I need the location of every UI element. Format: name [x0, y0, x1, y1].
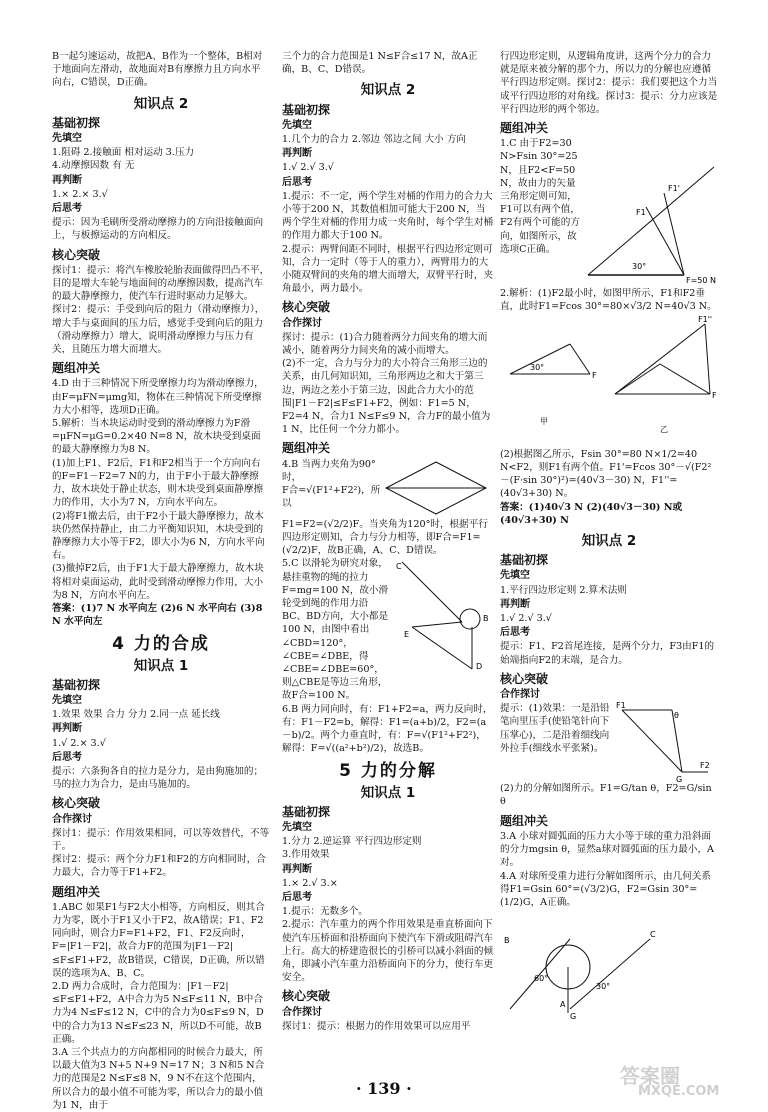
- subheading: 先填空: [52, 133, 82, 145]
- paragraph: 3.A 小球对圆弧面的压力大小等于球的重力沿斜面的分力mgsin θ，显然a球对圆弧面的压力最小，A对。: [500, 830, 714, 869]
- heading: 基础初探: [500, 553, 549, 568]
- subheading: 再判断: [52, 174, 82, 186]
- answer-line: 1.阻碍 2.接触面 相对运动 3.压力: [52, 147, 195, 159]
- answer-line: 1.分力 2.逆运算 平行四边形定则: [282, 836, 422, 848]
- watermark-logo: 答案圈: [620, 1064, 680, 1088]
- label-f-a: F: [592, 370, 597, 380]
- rhombus-diagram: [382, 458, 490, 518]
- heading: 题组冲关: [52, 361, 101, 376]
- section-title: 知识点 1: [133, 657, 189, 674]
- label-f1pp: F1'': [698, 314, 713, 324]
- force-decomposition-diagram: [500, 314, 718, 444]
- answer: 答案：(1)40√3 N (2)(40√3－30) N或(40√3+30) N: [500, 501, 683, 526]
- label-f2-c: F2: [700, 761, 710, 771]
- paragraph: 探讨1：提示：根据力的作用效果可以应用平: [282, 1020, 471, 1032]
- paragraph: F1=F2=(√2/2)F。当夹角为120°时，根据平行四边形定则知，合力与分力相等，即F合=F1=(√2/2)F，故B正确，A、C、D错误。: [282, 518, 488, 557]
- paragraph: 探讨2：提示：手受到向后的阻力（滑动摩擦力），增大手与桌面间的压力后，感觉手受到向后的阻力（滑动摩擦力）增大，说明滑动摩擦力与压力有关，且随压力增大而增大。: [52, 304, 265, 356]
- label-yi: 乙: [660, 424, 668, 434]
- answer-line: 4.动摩擦因数 有 无: [52, 160, 135, 172]
- label-60deg: 60°: [534, 974, 549, 984]
- heading: 核心突破: [52, 796, 101, 811]
- paragraph: (2)不一定，合力与分力的大小符合三角形三边的关系，由几何知识知，三角形两边之和大于第三边，两边之差小于第三边，因此合力大小的范围|F1－F2|≤F≤F1+F2，例如：F1=5 N，F2=4 N，合力1 N≤F≤9 N，合力F的最小值为1 N，比任何一个分力都小。: [282, 358, 491, 436]
- heading: 核心突破: [282, 989, 331, 1004]
- paragraph: 行四边形定则，从逻辑角度讲，这两个分力的合力就是原来被分解的那个力，所以力的分解也应遵循平行四边形定则。探讨2：提示：我们要把这个力当成平行四边形的对角线。探讨3：提示：分力应该是平行四边形的两个邻边。: [500, 51, 718, 115]
- label-f1-c: F1: [616, 702, 626, 711]
- label-jia: 甲: [540, 416, 548, 426]
- column-right: [500, 50, 718, 1023]
- paragraph: (1)加上F1、F2后，F1和F2相当于一个方向向右的F=F1－F2=7 N的力，由于F小于最大静摩擦力，故木块处于静止状态，则木块受到桌面静摩擦力的作用，大小为7 N，方向水平向左。: [52, 457, 264, 509]
- paragraph: 4.D 由于三种情况下所受摩擦力均为滑动摩擦力，由F=μFN=μmg知，物体在三种情况下所受摩擦力大小相等，选项D正确。: [52, 378, 264, 416]
- answer-line: 1.平行四边形定则 2.算术法则: [500, 584, 627, 596]
- label-f1: F1: [636, 208, 646, 218]
- heading: 基础初探: [282, 102, 331, 117]
- paragraph: 2.D 两力合成时，合力范围为：|F1－F2|≤F≤F1+F2，A中合力为5 N≤F≤11 N，B中合力为4 N≤F≤12 N，C中的合力为0≤F≤9 N，D中的合力为13 N≤F≤23 N，所以D不可能，故B正确。: [52, 981, 264, 1045]
- paragraph: 5.解析：当木块运动时受到的滑动摩擦力为F滑=μFN=μG=0.2×40 N=8 N，故木块受到桌面的最大静摩擦力为8 N。: [52, 418, 261, 456]
- paragraph: 4.A 对球所受重力进行分解如图所示，由几何关系得F1=Gsin 60°=(√3/2)G，F2=Gsin 30°=(1/2)G，A正确。: [500, 870, 712, 908]
- label-b: B: [483, 614, 489, 624]
- label-f50n: F=50 N: [686, 276, 717, 286]
- ball-incline-diagram: [500, 909, 660, 1019]
- label-a2: A: [560, 1000, 566, 1010]
- paragraph: 1.提示：不一定，两个学生对桶的作用力的合力大小等于200 N，其数值相加可能大于200 N，当两个学生对桶的作用力成一夹角时，每个学生对桶的作用力都大于100 N。: [282, 190, 494, 242]
- heading: 题组冲关: [500, 121, 549, 136]
- heading: 核心突破: [282, 300, 331, 315]
- subheading: 先填空: [282, 119, 312, 131]
- heading: 题组冲关: [500, 813, 549, 828]
- page-number: · 139 ·: [356, 1079, 412, 1098]
- chapter-title: 5 力的分解: [339, 761, 437, 782]
- answer-line: 1.√ 2.√ 3.√: [282, 162, 334, 174]
- section-title: 知识点 2: [360, 82, 416, 99]
- label-f-b: F: [712, 390, 717, 400]
- subheading: 再判断: [52, 723, 82, 735]
- column-left: [52, 50, 270, 1112]
- paragraph: 1.C 由于F2=30 N>Fsin 30°=25 N，且F2<F=50 N，故由力的矢量三角形定则可知，F1可以有两个值，F2有两个可能的方向，如图所示，故选项C正确。: [500, 138, 580, 255]
- chapter-title: 4 力的合成: [112, 634, 210, 655]
- heading: 基础初探: [282, 804, 331, 819]
- paragraph: (2)力的分解如图所示。F1=G/tan θ，F2=G/sin θ: [500, 783, 712, 808]
- paragraph: 1.提示：无数多个。: [282, 906, 368, 918]
- paragraph: 探讨：提示：(1)合力随着两分力间夹角的增大而减小，随着两分力间夹角的减小而增大。: [282, 331, 488, 357]
- heading: 题组冲关: [282, 441, 331, 456]
- paragraph: 提示：六条狗各自的拉力是分力，是由狗施加的；马的拉力为合力，是由马施加的。: [52, 765, 264, 791]
- pencil-force-diagram: [612, 702, 712, 782]
- subheading: 先填空: [52, 694, 82, 706]
- label-c: C: [396, 562, 402, 572]
- label-30deg-c: 30°: [596, 982, 611, 992]
- paragraph: 提示：F1、F2首尾连接，是两个分力，F3由F1的始端指向F2的末端，是合力。: [500, 641, 715, 666]
- label-30deg: 30°: [632, 262, 647, 272]
- label-e: E: [404, 630, 410, 640]
- watermark-url: MXQE.COM: [638, 1084, 720, 1099]
- label-g: G: [676, 775, 683, 783]
- paragraph: 5.C 以滑轮为研究对象，悬挂重物的绳的拉力F=mg=100 N，故小滑轮受到绳的作用力沿BC、BD方向，大小都是100 N，由图中看出∠CBD=120°，∠CBE=∠DBE，得∠CBE=∠DBE=60°，则△CBE是等边三角形，故F合=100 N。: [282, 558, 389, 702]
- subheading: 后思考: [500, 627, 530, 639]
- paragraph: 4.B 当两力夹角为90°时，: [282, 458, 376, 483]
- answer-line: 1.几个力的合力 2.邻边 邻边之间 大小 方向: [282, 134, 467, 146]
- paragraph: 2.提示：两臂间距不同时，根据平行四边形定则可知，合力一定时（等于人的重力），两臂用力的大小随双臂间的夹角的增大而增大，双臂平行时，夹角最小，两力最小。: [282, 243, 494, 295]
- heading: 基础初探: [52, 677, 101, 692]
- subheading: 合作探讨: [282, 317, 322, 329]
- label-b2: B: [504, 936, 510, 946]
- subheading: 后思考: [282, 891, 312, 903]
- label-g2: G: [570, 1012, 577, 1020]
- paragraph: F合=√(F1²+F2²)，所以: [282, 485, 381, 510]
- paragraph: 提示：(1)效果：一是沿铅笔向里压手(使铅笔针向下压掌心)，二是沿着细线向外拉手(细线水平张紧)。: [500, 703, 610, 754]
- subheading: 先填空: [282, 821, 312, 833]
- force-triangle-diagram: [584, 137, 718, 287]
- subheading: 先填空: [500, 570, 530, 582]
- paragraph: 探讨1：提示：作用效果相同，可以等效替代，不等于。: [52, 827, 270, 852]
- answer-line: 1.√ 2.√ 3.√: [500, 613, 552, 625]
- section-title: 知识点 1: [360, 784, 416, 801]
- heading: 核心突破: [500, 671, 549, 686]
- paragraph: (3)撤掉F2后，由于F1大于最大静摩擦力，故木块将相对桌面运动，此时受到滑动摩擦力作用，大小为8 N，方向水平向左。: [52, 563, 264, 601]
- heading: 题组冲关: [52, 884, 101, 899]
- answer-line: 3.作用效果: [282, 849, 330, 861]
- paragraph: 1.ABC 如果F1与F2大小相等，方向相反，则其合力为零，既小于F1又小于F2，故A错误；F1、F2同向时，则合力F=F1+F2，F1、F2反向时，F=|F1－F2|，故合力F的范围为|F1－F2|≤F≤F1+F2，故B错误，C错误，D正确，所以错误的选项为A、B、C。: [52, 901, 265, 979]
- paragraph: 提示：因为毛刷所受滑动摩擦力的方向沿接触面向上，与板擦运动的方向相反。: [52, 217, 264, 242]
- subheading: 再判断: [500, 598, 530, 610]
- answer-line: 1.效果 效果 合力 分力 2.同一点 延长线: [52, 709, 220, 721]
- subheading: 合作探讨: [282, 1006, 322, 1018]
- section-title: 知识点 2: [133, 95, 189, 112]
- subheading: 合作探讨: [52, 813, 92, 825]
- paragraph: 6.B 两力同向时，有：F1+F2=a，两力反向时，有：F1－F2=b，解得：F1=(a+b)/2，F2=(a－b)/2。两个力垂直时，有：F=√(F1²+F2²)，解得：F=√((a²+b²)/2)，故选B。: [282, 703, 493, 755]
- paragraph: 探讨2：提示：两个分力F1和F2的方向相同时，合力最大，合力等于F1+F2。: [52, 854, 266, 879]
- pulley-diagram: [392, 557, 492, 677]
- heading: 基础初探: [52, 115, 101, 130]
- subheading: 后思考: [52, 203, 82, 215]
- section-title: 知识点 2: [581, 533, 637, 550]
- label-d: D: [476, 662, 483, 672]
- heading: 核心突破: [52, 247, 101, 262]
- paragraph: 2.提示：汽车重力的两个作用效果是垂直桥面向下使汽车压桥面和沿桥面向下使汽车下滑或阻碍汽车上行。高大的桥建造很长的引桥可以减小斜面的倾角，即减小汽车重力沿桥面向下的分力，使行车更安全。: [282, 919, 494, 984]
- answer-line: 1.× 2.× 3.√: [52, 188, 108, 200]
- paragraph: (2)将F1撤去后，由于F2小于最大静摩擦力，故木块仍然保持静止，由二力平衡知识知，木块受到的静摩擦力大小等于F2，即大小为6 N，方向水平向右。: [52, 510, 265, 562]
- subheading: 再判断: [282, 148, 312, 160]
- subheading: 再判断: [282, 863, 312, 875]
- paragraph: 2.解析：(1)F2最小时，如图甲所示，F1和F2垂直，此时F1=Fcos 30°=80×√3/2 N=40√3 N。: [500, 288, 717, 313]
- answer: 答案：(1)7 N 水平向左 (2)6 N 水平向右 (3)8 N 水平向左: [52, 602, 263, 628]
- label-c2: C: [650, 930, 656, 940]
- answer-line: 1.× 2.√ 3.×: [282, 877, 338, 889]
- column-middle: [282, 50, 494, 1033]
- paragraph: B一起匀速运动，故把A、B作为一个整体，B相对于地面向左滑动，故地面对B有摩擦力且方向水平向右，C错误，D正确。: [52, 51, 263, 89]
- subheading: 后思考: [282, 176, 312, 188]
- paragraph: 3.A 三个共点力的方向都相同的时候合力最大，所以最大值为3 N+5 N+9 N=17 N；3 N和5 N合力的范围是2 N≤F≤8 N，9 N不在这个范围内，所以合力的最小值不可能为零，所以合力的最小值为1 N，由于: [52, 1047, 265, 1111]
- label-theta: θ: [674, 711, 679, 721]
- paragraph: (2)根据图乙所示，Fsin 30°=80 N×1/2=40 N<F2，则F1有两个值。F1'=Fcos 30°－√(F2²－(F·sin 30°)²)=(40√3－30) N，F1''=(40√3+30) N。: [500, 448, 712, 500]
- subheading: 后思考: [52, 751, 82, 763]
- label-30deg-a: 30°: [530, 362, 545, 372]
- label-f1p: F1': [668, 184, 680, 194]
- paragraph: 三个力的合力范围是1 N≤F合≤17 N，故A正确，B、C、D错误。: [282, 51, 478, 76]
- paragraph: 探讨1：提示：将汽车橡胶轮胎表面做得凹凸不平，目的是增大车轮与地面间的动摩擦因数，提高汽车的最大静摩擦力，使汽车行进时驱动力足够大。: [52, 264, 270, 303]
- answer-line: 1.√ 2.× 3.√: [52, 737, 106, 749]
- subheading: 合作探讨: [500, 689, 540, 701]
